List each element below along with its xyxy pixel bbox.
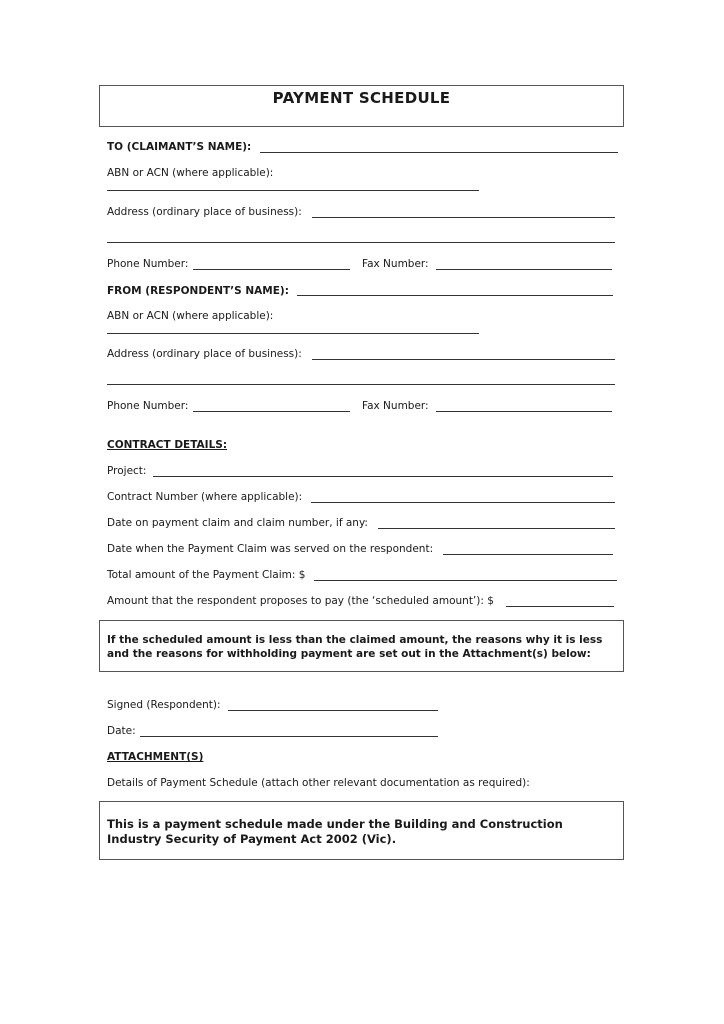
date-label: Date:	[107, 725, 136, 737]
claimant-phone-field[interactable]	[193, 269, 350, 270]
act-statement-box	[99, 801, 624, 860]
claim-date-label: Date on payment claim and claim number, if any:	[107, 517, 368, 529]
claimant-name-label: TO (CLAIMANT’S NAME):	[107, 141, 252, 153]
total-claim-field[interactable]	[314, 580, 617, 581]
claim-date-field[interactable]	[378, 528, 615, 529]
respondent-fax-label: Fax Number:	[362, 400, 429, 412]
total-claim-label: Total amount of the Payment Claim: $	[107, 569, 306, 581]
signed-field[interactable]	[228, 710, 438, 711]
attachments-heading: ATTACHMENT(S)	[107, 751, 204, 763]
respondent-address-field[interactable]	[312, 359, 615, 360]
attachments-details-label: Details of Payment Schedule (attach other relevant documentation as required):	[107, 777, 530, 789]
title-box	[99, 85, 624, 127]
claimant-address-label: Address (ordinary place of business):	[107, 206, 302, 218]
claimant-name-field[interactable]	[260, 152, 618, 153]
date-field[interactable]	[140, 736, 438, 737]
withholding-notice-box	[99, 620, 624, 672]
act-statement-line1: This is a payment schedule made under the Building and Construction	[107, 817, 563, 831]
withholding-notice-line1: If the scheduled amount is less than the claimed amount, the reasons why it is less	[107, 634, 603, 646]
respondent-address-field-line2[interactable]	[107, 384, 615, 385]
scheduled-amount-field[interactable]	[506, 606, 614, 607]
page-title: PAYMENT SCHEDULE	[272, 89, 451, 107]
project-label: Project:	[107, 465, 147, 477]
served-date-field[interactable]	[443, 554, 613, 555]
claimant-abn-field[interactable]	[107, 190, 479, 191]
signed-label: Signed (Respondent):	[107, 699, 221, 711]
contract-details-heading: CONTRACT DETAILS:	[107, 439, 228, 451]
respondent-abn-label: ABN or ACN (where applicable):	[107, 310, 274, 322]
contract-number-label: Contract Number (where applicable):	[107, 491, 303, 503]
respondent-phone-label: Phone Number:	[107, 400, 189, 412]
withholding-notice-line2: and the reasons for withholding payment are set out in the Attachment(s) below:	[107, 648, 591, 660]
contract-number-field[interactable]	[311, 502, 615, 503]
respondent-name-label: FROM (RESPONDENT’S NAME):	[107, 285, 289, 297]
claimant-fax-field[interactable]	[436, 269, 612, 270]
respondent-fax-field[interactable]	[436, 411, 612, 412]
respondent-abn-field[interactable]	[107, 333, 479, 334]
claimant-abn-label: ABN or ACN (where applicable):	[107, 167, 274, 179]
respondent-address-label: Address (ordinary place of business):	[107, 348, 302, 360]
respondent-phone-field[interactable]	[193, 411, 350, 412]
served-date-label: Date when the Payment Claim was served on the respondent:	[107, 543, 434, 555]
scheduled-amount-label: Amount that the respondent proposes to pay (the ‘scheduled amount’): $	[107, 595, 494, 607]
project-field[interactable]	[153, 476, 613, 477]
claimant-address-field-line2[interactable]	[107, 242, 615, 243]
claimant-fax-label: Fax Number:	[362, 258, 429, 270]
act-statement-line2: Industry Security of Payment Act 2002 (Vic).	[107, 832, 397, 846]
respondent-name-field[interactable]	[297, 295, 613, 296]
claimant-phone-label: Phone Number:	[107, 258, 189, 270]
claimant-address-field[interactable]	[312, 217, 615, 218]
